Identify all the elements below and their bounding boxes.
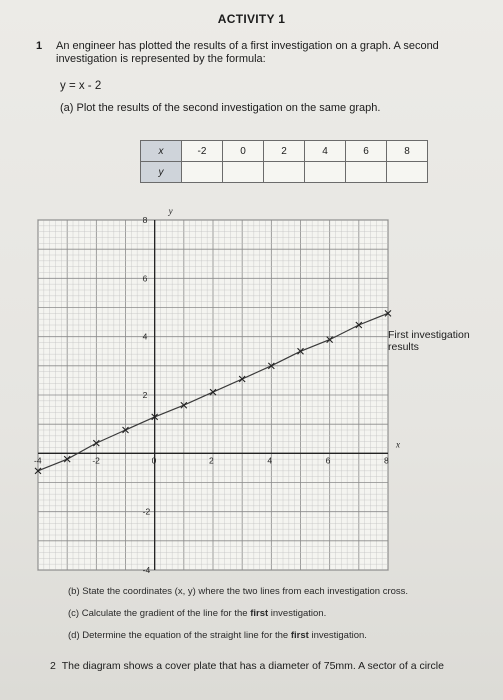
table-cell-x: 2 <box>264 141 305 162</box>
x-tick-label: 4 <box>267 455 273 466</box>
part-d-bold: first <box>290 630 309 641</box>
table-header-x: x <box>141 141 182 162</box>
part-c-bold: first <box>250 608 269 619</box>
x-tick-label: -2 <box>92 455 100 466</box>
table-cell-x: 0 <box>223 141 264 162</box>
table-header-y: y <box>141 162 182 183</box>
x-tick-label: -4 <box>34 455 42 466</box>
y-tick-label: -2 <box>142 506 151 517</box>
part-d-prefix: (d) Determine the equation of the straight line for the <box>68 630 291 641</box>
graph-grid <box>38 220 388 570</box>
y-tick-label: 2 <box>142 390 148 400</box>
activity-title: ACTIVITY 1 <box>217 12 286 26</box>
table-cell-x: -2 <box>182 141 223 162</box>
question-1-number: 1 <box>36 40 43 52</box>
table-cell-x: 8 <box>387 141 428 162</box>
part-d-suffix: investigation. <box>308 630 367 641</box>
part-d-instruction <box>68 630 367 641</box>
y-tick-label: 6 <box>142 273 148 284</box>
formula: y = x - 2 <box>60 80 102 92</box>
part-c-prefix: (c) Calculate the gradient of the line for the <box>68 608 251 619</box>
y-axis-label: y <box>168 206 173 216</box>
part-c-instruction <box>68 608 326 619</box>
first-investigation-label: First investigation results <box>388 329 470 353</box>
part-c-suffix: investigation. <box>268 608 327 619</box>
y-tick-label: -4 <box>142 565 151 575</box>
y-tick-label: 4 <box>142 331 148 342</box>
part-a-instruction: (a) Plot the results of the second investigation on the same graph. <box>60 102 381 114</box>
y-tick-label: 8 <box>142 215 148 225</box>
question-2 <box>50 660 444 672</box>
question-2-text: The diagram shows a cover plate that has a diameter of 75mm. A sector of a circle <box>61 660 444 672</box>
x-tick-label: 6 <box>325 455 331 466</box>
x-tick-label: 8 <box>384 455 389 466</box>
x-tick-label: 2 <box>209 455 214 466</box>
table-cell-x: 6 <box>346 141 387 162</box>
table-cell-x: 4 <box>305 141 346 162</box>
x-axis-label: x <box>396 439 400 450</box>
question-2-number: 2 <box>50 660 56 672</box>
part-b-instruction: (b) State the coordinates (x, y) where the two lines from each investigation cross. <box>68 586 409 597</box>
x-tick-label: 0 <box>151 455 157 466</box>
question-1-text: An engineer has plotted the results of a first investigation on a graph. A second investigation is represented by the formula: <box>56 40 439 65</box>
